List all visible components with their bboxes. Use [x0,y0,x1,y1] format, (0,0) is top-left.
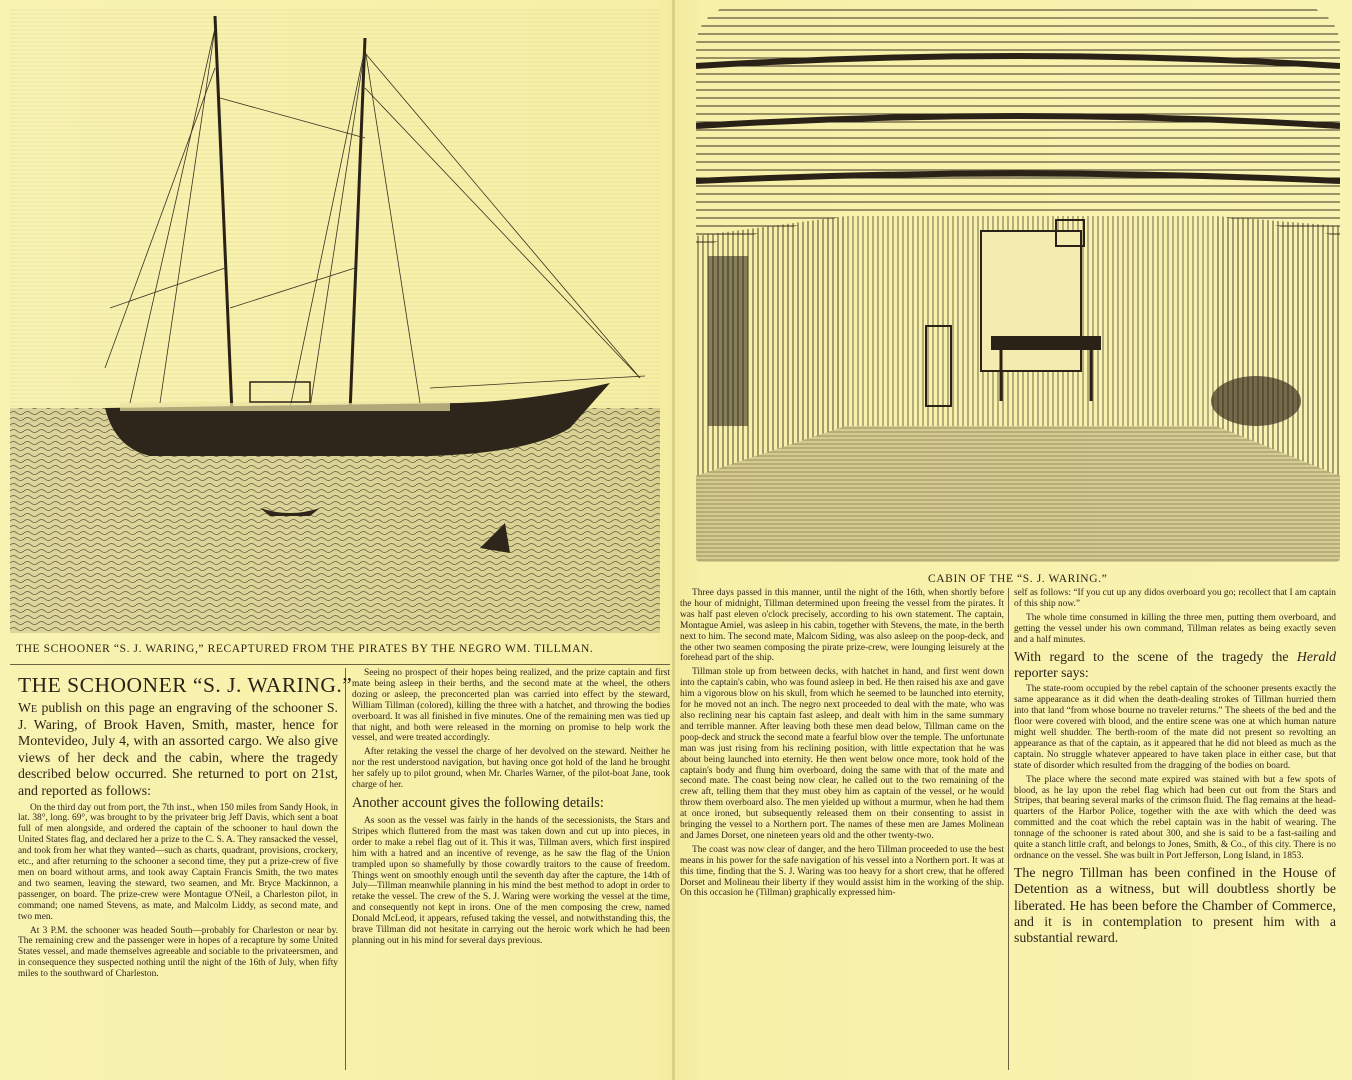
herald-intro [1014,649,1336,682]
article-title: THE SCHOONER “S. J. WARING.” [18,673,353,697]
paragraph: As soon as the vessel was fairly in the hands of the secessionists, the Stars and Stripes which fluttered from the mast was taken down and cut up into pieces, in order to make a rebel flag out of it. This it was, Tillman avers, which first inspired him with a hatred and an incentive of revenge, as he saw the flag of the Union trampled upon so shamefully by those cowardly traitors to the cause of freedom. Things went on smoothly enough until the seventh day after the capture, the 14th of July—Tillman meanwhile planning in his mind the best method to adopt in order to retake the vessel. The crew of the S. J. Waring were working the vessel at the time, and consequently not kept in irons. One of the men composing the crew, named Donald McLeod, it appears, refused taking the vessel, and notwithstanding this, the brave Tillman did not hesitate in carrying out the heroic work which he had been planning out in his mind for several days previous. [352,815,670,946]
article-column-1 [18,700,338,983]
column-rule [1008,588,1009,1070]
divider [10,664,670,665]
paragraph: self as follows: “If you cut up any didos overboard you go; recollect that I am captain of this ship now.” [1014,588,1336,609]
cabin-engraving [696,6,1340,562]
closing-paragraph: The negro Tillman has been confined in the House of Detention as a witness, but will doubtless shortly be liberated. He has been before the Chamber of Commerce, and it is in contemplation to present him with a substantial reward. [1014,864,1336,946]
paragraph: After retaking the vessel the charge of her devolved on the steward. Neither he nor the rest understood navigation, but having once got hold of the land he brought her safely up to pilot ground, when Mr. Charles Warner, of the pilot-boat Jane, took charge of her. [352,747,670,791]
paragraph: At 3 P.M. the schooner was headed South—probably for Charleston or near by. The remaining crew and the passenger were in hopes of a recapture by some United States vessel, and made themselves agreeable and sociable to the privateersmen, and in consequence they suspected nothing until the night of the 16th of July, when fifty miles to the southward of Charleston. [18,925,338,980]
paragraph: The whole time consumed in killing the three men, putting them overboard, and getting the vessel under his own command, Tillman relates as being exactly seven and a half minutes. [1014,612,1336,645]
herald-intro-a: With regard to the scene of the tragedy the [1014,648,1297,664]
lead-dropcap: We [18,700,38,715]
schooner-engraving [10,8,660,633]
article-lead [18,700,338,800]
paragraph: Seeing no prospect of their hopes being realized, and the prize captain and first mate being asleep in their berths, and the second mate at the wheel, the others dozing or asleep, the preconcerted plan was carried into effect by the steward, William Tillman (colored), killing the three with a hatchet, and throwing the bodies overboard. It was all finished in five minutes. One of the remaining men was tied up that night, and both were released in the morning on promise to help work the vessel, and were treated accordingly. [352,668,670,744]
column-rule [345,668,346,1070]
article-column-2 [352,668,670,950]
paragraph: The place where the second mate expired was stained with but a few spots of blood, as he lay upon the rebel flag which had been cut out from the Stars and Stripes, that bearing several marks of the crimson fluid. The flag remains at the head-quarters of the Harbor Police, together with the axe with which the deed was committed and the coat which the rebel captain was in the habit of wearing. The tonnage of the schooner is rated about 300, and she is said to be a fast-sailing and quite a stanch little craft, and belongs to Jones, Smith, & Co., of this city. There is no ordnance on the vessel. She was built in Port Jefferson, Long Island, in 1853. [1014,774,1336,861]
paragraph: Three days passed in this manner, until the night of the 16th, when shortly before the hour of midnight, Tillman determined upon freeing the vessel from the pirates. It was half past eleven o'clock precisely, according to his own statement. The captain, Montague Amiel, was asleep in his cabin, together with Stevens, the mate, in the berth next to him. The second mate, Malcom Siding, was also asleep on the poop-deck, and the other two seamen composing the pirate prize-crew, were lounging leisurely at the forehead part of the ship. [680,588,1004,664]
lead-text: publish on this page an engraving of the schooner S. J. Waring, of Brook Haven, Smith, master, hence for Montevideo, July 4, with an assorted cargo. We also give views of her deck and the cabin, where the tragedy described below occurred. She returned to port on 21st, and reported as follows: [18,700,338,798]
herald-intro-c: reporter says: [1014,664,1089,680]
herald-name: Herald [1296,648,1336,664]
paragraph: The state-room occupied by the rebel captain of the schooner presents exactly the same appearance as it did when the death-dealing strokes of Tillman hurried them into that land “from whose bourne no traveler returns.” The sheets of the bed and the floor were covered with blood, and the entire scene was one at which human nature might well shudder. The berth-room of the mate did not present so revolting an appearance as that of the captain, as it appeared that he did not bleed as much as the captain. No struggle whatever appeared to have taken place in either case, but that state of disorder which resulted from the dragging of the bodies on board. [1014,684,1336,771]
subheading: Another account gives the following details: [352,794,604,811]
paragraph: The coast was now clear of danger, and the hero Tillman proceeded to use the best means in his power for the safe navigation of his vessel into a Northern port. It was at this time, finding that the S. J. Waring was too heavy for a short crew, that he offered Dorset and Molineau their liberty if they would assist him in the working of the ship. On this occasion he (Tillman) graphically expressed him- [680,844,1004,899]
cabin-caption: CABIN OF THE “S. J. WARING.” [928,573,1108,585]
paragraph: On the third day out from port, the 7th inst., when 150 miles from Sandy Hook, in lat. 38°, long. 69°, was brought to by the privateer brig Jeff Davis, which sent a boat full of men alongside, and ordered the captain of the schooner to haul down the United States flag, and declared her a prize to the C. S. A. They ransacked the vessel, and took from her what they wanted—such as charts, quadrant, provisions, crockery, etc., and after returning to the schooner a second time, they put a prize-crew of five men on board without arms, and took away Captain Francis Smith, the two mates and two seamen, leaving the steward, two seamen, and Mr. Bryce Mackinnon, a passenger, on board. The prize-crew were Montague O'Neil, a Charleston pilot, in command; one named Stevens, as mate, and Malcolm Liddy, as second mate, and two men. [18,802,338,922]
paragraph: Tillman stole up from between decks, with hatchet in hand, and first went down into the captain's cabin, who was found asleep in bed. He then raised his axe and gave him a vigorous blow on his skull, from which he seemed to be launched into eternity, for he moved not an inch. The negro next proceeded to deal with the mate, who was also reclining near his captain fast asleep, and dealt with him in the same summary and terrible manner. After leaving both these men dead below, Tillman came on the poop-deck and struck the second mate a fearful blow over the temple. The unfortunate man was just rising from his reclining position, with little expectation that he was about being launched into eternity. He then went below once more, took hold of the captain's body and flung him overboard, doing the same with that of the mate and second mate. The coast being now clear, he called out to the two remaining of the crew aft, telling them that they must obey him as captain of the vessel, or he would throw them overboard also. The men yielded up without a murmur, when he had them at once ironed, but subsequently released them on their consenting to assist in bringing the vessel to a Northern port. The names of these men are James Molinean and James Dorset, one nineteen years old and the other twenty-two. [680,667,1004,841]
article-column-4 [1014,588,1336,950]
article-column-3 [680,588,1004,902]
schooner-caption: THE SCHOONER “S. J. WARING,” RECAPTURED FROM THE PIRATES BY THE NEGRO WM. TILLMAN. [16,643,594,655]
page-fold [672,0,675,1080]
